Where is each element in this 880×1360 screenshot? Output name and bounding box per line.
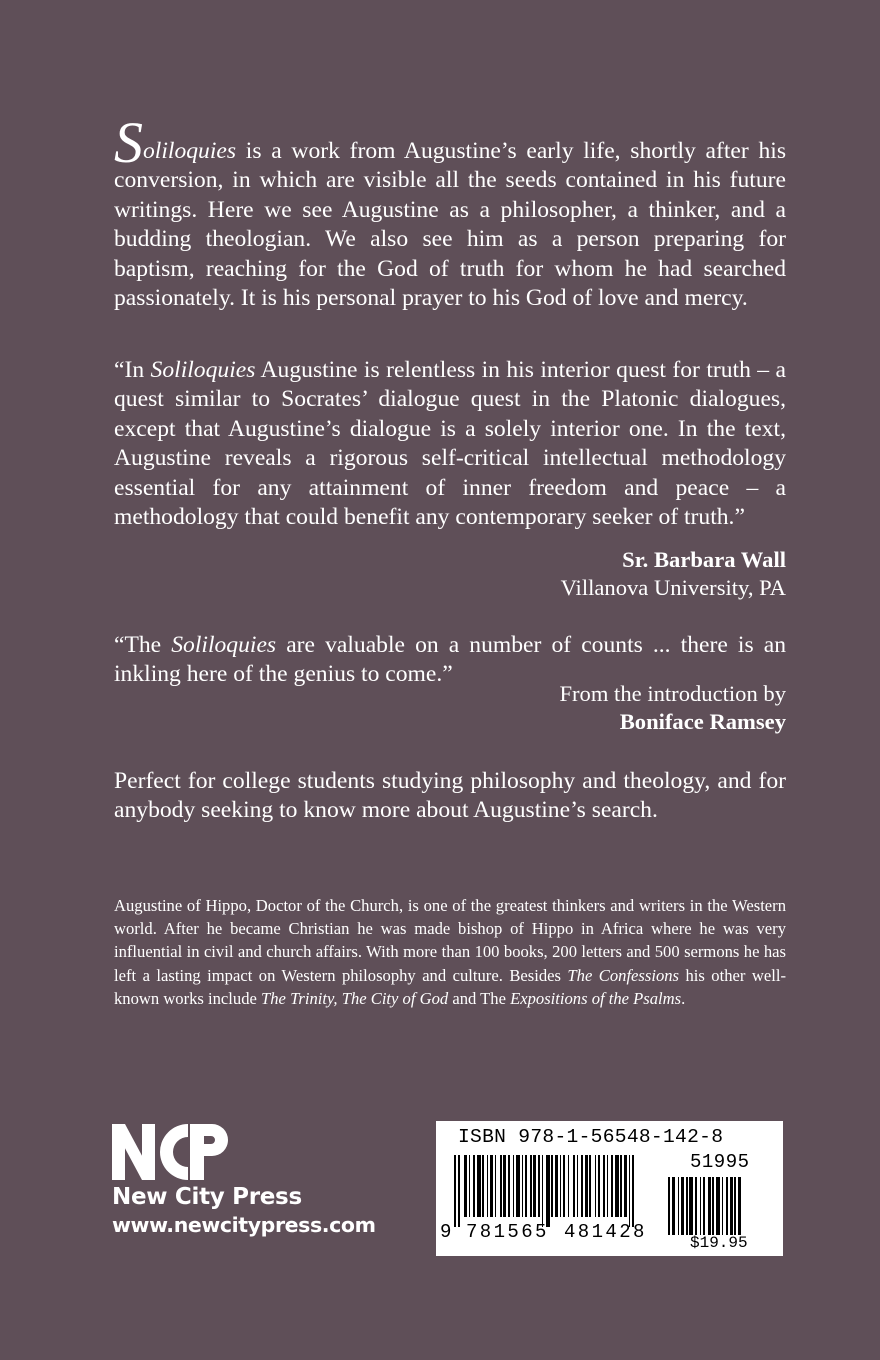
quote-open: “The <box>114 632 172 658</box>
quote-author: Boniface Ramsey <box>619 708 786 734</box>
quote-ramsey-attribution <box>114 680 786 735</box>
price-code: 51995 <box>690 1151 750 1173</box>
quote-text: are valuable on a number of counts ... there is an inkling here of the genius to come.” <box>114 632 786 688</box>
bio-text: his other well-known works include <box>114 965 786 1008</box>
quote-text: Augustine is relentless in his interior quest for truth – a quest similar to Socrates’ dialogue quest in the Platonic dialogues, except that Augustine’s dialogue is a solely interior one. In the text, Augustine reveals a rigorous self-critical intellectual methodology essential for any attainment of inner freedom and peace – a methodology that could benefit any contemporary seeker of truth.” <box>114 357 786 531</box>
ean-left-digits: 781565 <box>466 1221 549 1243</box>
author-bio <box>114 894 786 1010</box>
intro-paragraph <box>114 110 786 313</box>
isbn-text: ISBN 978-1-56548-142-8 <box>458 1126 724 1148</box>
quote-open: “In <box>114 357 151 383</box>
publisher-url: www.newcitypress.com <box>112 1213 376 1237</box>
work-title: The Confessions <box>567 965 679 985</box>
barcode-addon-bars-icon <box>668 1177 764 1235</box>
book-title: oliloquies <box>143 138 237 164</box>
book-title: Soliloquies <box>150 357 256 383</box>
bio-text: and The <box>448 988 511 1008</box>
book-title: Soliloquies <box>171 632 277 658</box>
barcode-bars-icon <box>454 1155 662 1227</box>
work-title: The Trinity, The City of God <box>261 988 449 1008</box>
audience-paragraph: Perfect for college students studying philosophy and theology, and for anybody seeking to know more about Augustine’s search. <box>114 768 786 824</box>
intro-text: is a work from Augustine’s early life, shortly after his conversion, in which are visible all the seeds contained in his future writings. Here we see Augustine as a philosopher, a thinker, and a budding theologian. We also see him as a person preparing for baptism, reaching for the God of truth for whom he had searched passionately. It is his personal prayer to his God of love and mercy. <box>114 138 786 312</box>
quote-wall-attribution <box>114 546 786 601</box>
bio-text: Augustine of Hippo, Doctor of the Church, is one of the greatest thinkers and writers in the Western world. After he became Christian he was made bishop of Hippo in Africa where he was very influential in civil and church affairs. With more than 100 books, 200 letters and 500 sermons he has left a lasting impact on Western philosophy and culture. Besides <box>114 896 786 985</box>
isbn-barcode <box>436 1121 783 1256</box>
quote-wall <box>114 356 786 532</box>
ean-first-digit: 9 <box>440 1221 452 1243</box>
quote-author: Sr. Barbara Wall <box>622 547 786 572</box>
ean-right-digits: 481428 <box>564 1221 647 1243</box>
quote-source: From the introduction by <box>559 681 786 706</box>
dropcap-letter: S <box>114 110 143 175</box>
publisher-name: New City Press <box>112 1184 302 1210</box>
work-title: Expositions of the Psalms <box>510 988 682 1008</box>
quote-affiliation: Villanova University, PA <box>560 574 786 600</box>
bio-text: . <box>681 988 686 1008</box>
price: $19.95 <box>690 1234 748 1252</box>
